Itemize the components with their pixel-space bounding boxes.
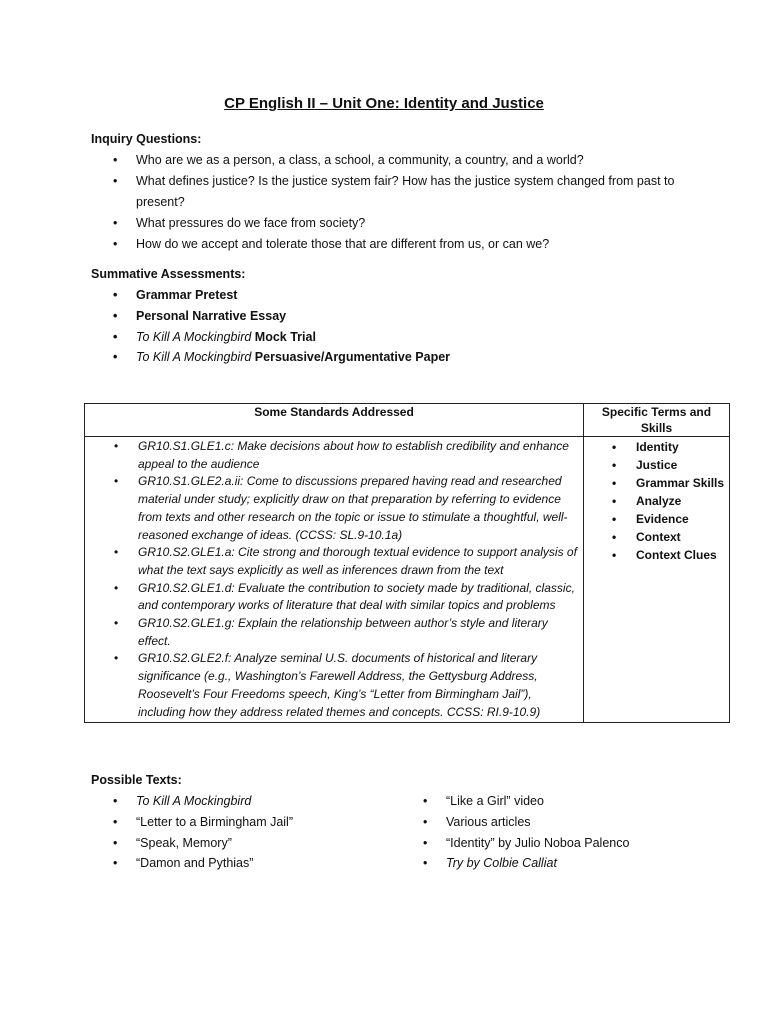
possible-texts-section: [91, 770, 711, 874]
bullet-icon: •: [612, 440, 617, 454]
bullet-icon: •: [113, 350, 118, 365]
bullet-icon: •: [114, 580, 119, 595]
list-item: • GR10.S2.GLE2.f: Analyze seminal U.S. documents of historical and literary significance (e.g., Washington’s Farewell Address, the Gettysburg Address, Roosevelt’s Four Freedoms speech, King’s “Letter from Birmingham Jail”), including how they address related themes and concepts. CCSS: RI.9-10.9): [114, 651, 541, 719]
bullet-icon: •: [113, 174, 118, 188]
possible-texts-columns: [91, 791, 711, 874]
bullet-icon: •: [113, 237, 118, 251]
bullet-icon: •: [612, 530, 617, 544]
list-item: • “Speak, Memory”: [91, 833, 401, 854]
bullet-icon: •: [114, 439, 119, 453]
list-item: • Analyze: [612, 494, 682, 508]
bullet-icon: •: [113, 814, 118, 829]
list-item: • GR10.S1.GLE2.a.ii: Come to discussions prepared having read and researched material under study; explicitly draw on that preparation by referring to evidence from texts and other research on the topic or issue to stimulate a thoughtful, well-reasoned exchange of ideas. (CCSS: SL.9-10.1a): [114, 474, 568, 542]
bullet-icon: •: [113, 329, 118, 344]
list-item: • “Letter to a Birmingham Jail”: [91, 812, 401, 833]
bullet-icon: •: [113, 835, 118, 850]
summative-list: [91, 285, 711, 368]
inquiry-questions-section: [91, 129, 711, 255]
summative-assessments-section: [91, 264, 711, 368]
list-item: • Context Clues: [612, 548, 717, 562]
bullet-icon: •: [114, 616, 119, 631]
bullet-icon: •: [113, 288, 118, 302]
terms-cell: [584, 437, 730, 723]
list-item: • GR10.S2.GLE1.d: Evaluate the contribution to society made by traditional, classic, and contemporary works of literature that deal with similar topics and problems: [114, 580, 575, 613]
possible-texts-left-list: [91, 791, 401, 874]
list-item: • To Kill A Mockingbird Persuasive/Argumentative Paper: [91, 347, 711, 368]
list-item: • What pressures do we face from society?: [91, 213, 711, 234]
table-header-row: [85, 404, 730, 437]
bullet-icon: •: [113, 856, 118, 871]
standards-list: [86, 438, 582, 721]
bullet-icon: •: [113, 216, 118, 230]
list-item: • Grammar Skills: [612, 476, 725, 490]
list-item: • Justice: [612, 458, 678, 472]
terms-list: [585, 438, 728, 564]
list-item: • Who are we as a person, a class, a school, a community, a country, and a world?: [91, 150, 711, 171]
list-item: • “Identity” by Julio Noboa Palenco: [401, 833, 711, 854]
list-item: • Grammar Pretest: [91, 285, 711, 306]
possible-texts-heading: Possible Texts:: [91, 773, 182, 787]
list-item: • Context: [612, 530, 681, 544]
bullet-icon: •: [114, 651, 119, 666]
standards-column-header: Some Standards Addressed: [85, 404, 584, 437]
list-item: • How do we accept and tolerate those that are different from us, or can we?: [91, 234, 711, 255]
list-item: • Try by Colbie Calliat: [401, 853, 711, 874]
bullet-icon: •: [612, 548, 617, 562]
list-item: • What defines justice? Is the justice system fair? How has the justice system changed from past to present?: [91, 171, 711, 213]
bullet-icon: •: [113, 153, 118, 167]
list-item: • To Kill A Mockingbird Mock Trial: [91, 327, 711, 348]
inquiry-heading: Inquiry Questions:: [91, 132, 202, 146]
list-item: • GR10.S2.GLE1.g: Explain the relationship between author’s style and literary effect.: [114, 616, 548, 648]
list-item: • Identity: [612, 440, 679, 454]
list-item: • “Damon and Pythias”: [91, 853, 401, 874]
list-item: • GR10.S2.GLE1.a: Cite strong and thorough textual evidence to support analysis of what the text says explicitly as well as inferences drawn from the text: [114, 545, 577, 577]
terms-column-header: Specific Terms and Skills: [584, 404, 730, 437]
possible-texts-right-list: [401, 791, 711, 874]
bullet-icon: •: [113, 794, 118, 808]
bullet-icon: •: [612, 458, 617, 472]
table-row: [85, 437, 730, 723]
inquiry-list: [91, 150, 711, 255]
list-item: • To Kill A Mockingbird: [91, 791, 401, 812]
summative-heading: Summative Assessments:: [91, 267, 246, 281]
bullet-icon: •: [423, 794, 428, 808]
list-item: • “Like a Girl” video: [401, 791, 711, 812]
list-item: • Evidence: [612, 512, 689, 526]
bullet-icon: •: [423, 814, 428, 829]
bullet-icon: •: [423, 856, 428, 871]
bullet-icon: •: [612, 494, 617, 508]
bullet-icon: •: [114, 545, 119, 560]
list-item: • Personal Narrative Essay: [91, 306, 711, 327]
bullet-icon: •: [423, 835, 428, 850]
list-item: • Various articles: [401, 812, 711, 833]
bullet-icon: •: [612, 512, 617, 526]
list-item: • GR10.S1.GLE1.c: Make decisions about how to establish credibility and enhance appeal to the audience: [114, 439, 569, 471]
bullet-icon: •: [114, 474, 119, 489]
standards-table: [84, 403, 730, 723]
document-title: CP English II – Unit One: Identity and Justice: [224, 95, 544, 112]
bullet-icon: •: [113, 308, 118, 323]
standards-cell: [85, 437, 584, 723]
bullet-icon: •: [612, 476, 617, 490]
